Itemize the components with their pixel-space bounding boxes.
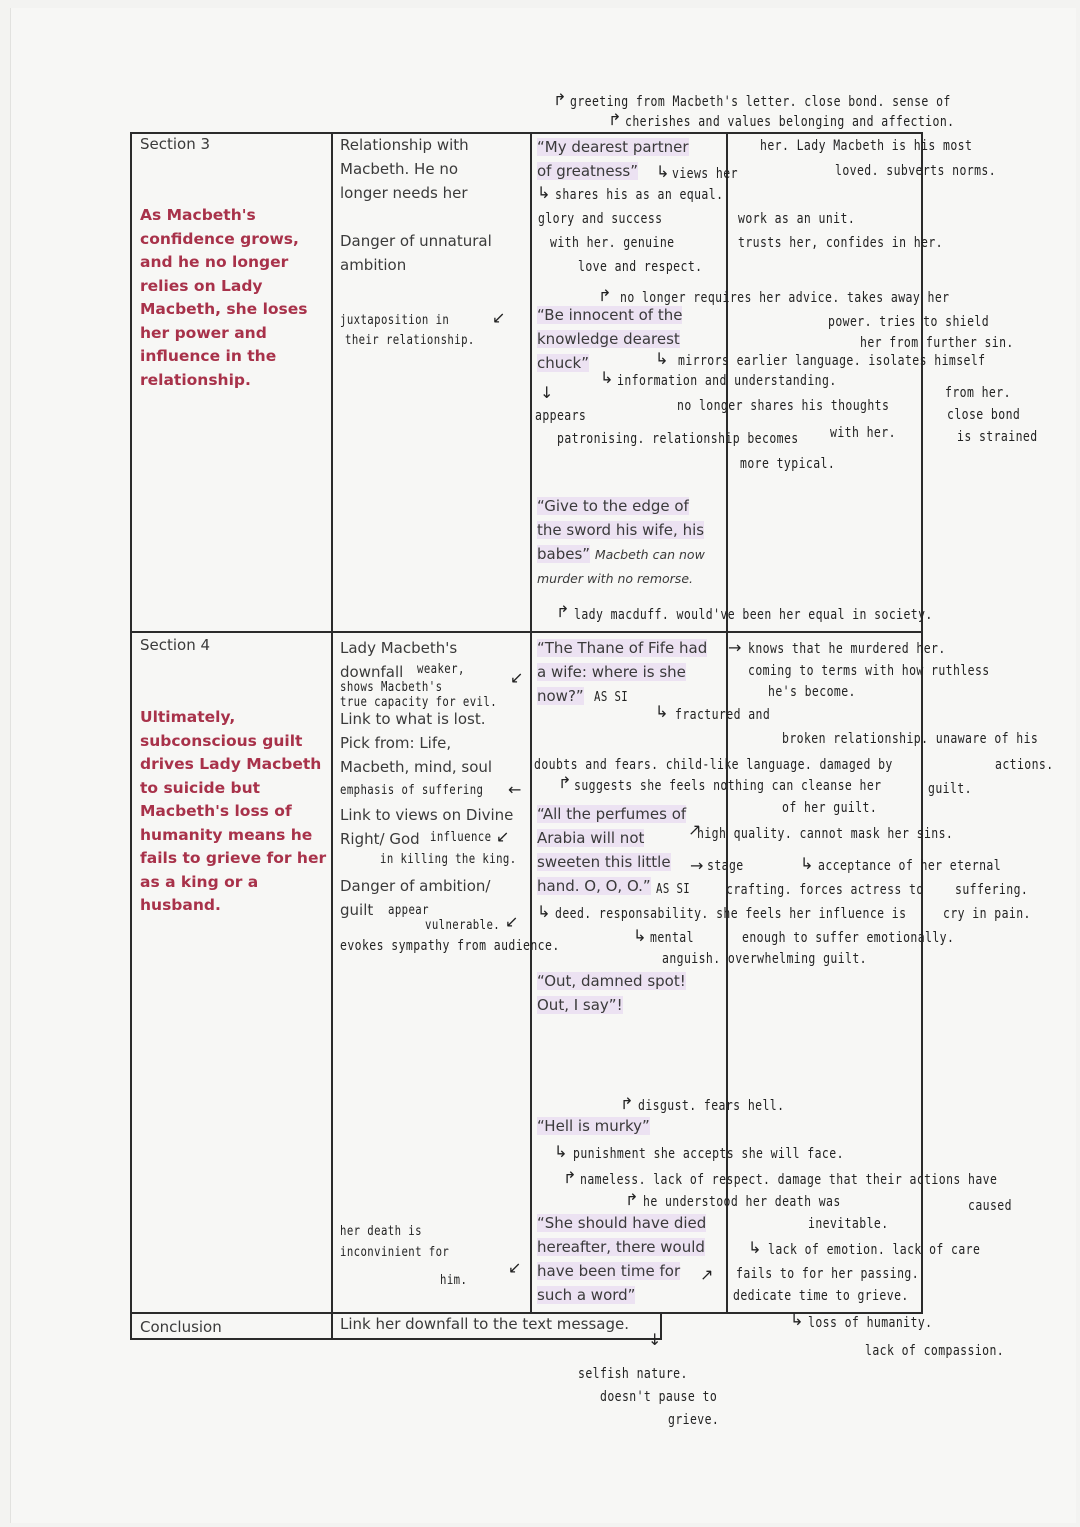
section-4-focus-5: Danger of ambition/ guilt <box>340 877 491 919</box>
arrow-icon: ↳ <box>537 183 551 202</box>
arrow-icon: ↱ <box>620 1094 634 1113</box>
arrow-icon: ↳ <box>600 368 614 387</box>
arrow-icon: ↱ <box>553 90 567 109</box>
quote-dearest-partner: “My dearest partner of greatness” <box>537 138 689 180</box>
arrow-icon: ↳ <box>633 926 647 945</box>
section-4-thesis: Ultimately, subconscious guilt drives Lady Macbeth to suicide but Macbeth's loss of humanity means he fails to grieve for her as a king or a husband. <box>140 708 327 914</box>
arrow-icon: ↳ <box>554 1142 568 1161</box>
arrow-icon: ↙ <box>508 1258 522 1277</box>
quote-hell-is-murky: “Hell is murky” <box>537 1117 650 1135</box>
arrow-icon: → <box>690 856 704 875</box>
arrow-icon: ↙ <box>496 827 510 846</box>
arrow-icon: → <box>728 638 742 657</box>
section-3-thesis: As Macbeth's confidence grows, and he no longer relies on Lady Macbeth, she loses her power and influence in the relationship. <box>140 206 308 389</box>
arrow-icon: ↙ <box>492 308 506 327</box>
arrow-icon: ↳ <box>748 1238 762 1257</box>
section-4-focus-1: Lady Macbeth's <box>340 639 458 657</box>
arrow-icon: ← <box>508 780 522 799</box>
arrow-icon: ↱ <box>625 1190 639 1209</box>
arrow-icon: ↙ <box>510 668 524 687</box>
arrow-icon: ↱ <box>608 110 622 129</box>
quote-edge-of-sword: “Give to the edge of the sword his wife, his babes” Macbeth can now murder with no remorse. <box>537 497 705 586</box>
section-4-label: Section 4 <box>140 636 211 654</box>
arrow-icon: ↳ <box>655 349 669 368</box>
arrow-icon: ↱ <box>556 602 570 621</box>
section-4-focus-3: Link to what is lost. Pick from: Life, Macbeth, mind, soul <box>340 710 493 776</box>
quote-out-damned-spot: “Out, damned spot! Out, I say”! <box>537 972 686 1014</box>
quote-thane-of-fife: “The Thane of Fife had a wife: where is she now?” <box>537 639 708 705</box>
quote-perfumes-of-arabia: “All the perfumes of Arabia will not sweeten this little hand. O, O, O.” <box>537 805 687 895</box>
conclusion-text: Link her downfall to the text message. <box>340 1315 629 1333</box>
arrow-icon: ↓ <box>648 1330 662 1349</box>
arrow-icon: ↗ <box>700 1265 714 1284</box>
section-4-focus-4: Link to views on Divine Right/ God <box>340 806 514 848</box>
arrow-icon: ↱ <box>558 773 572 792</box>
arrow-icon: ↳ <box>656 162 670 181</box>
quote-be-innocent: “Be innocent of the knowledge dearest chuck” <box>537 306 683 372</box>
arrow-icon: ↓ <box>540 383 554 402</box>
arrow-icon: ↳ <box>655 702 669 721</box>
arrow-icon: ↙ <box>505 912 519 931</box>
arrow-icon: ↳ <box>800 854 814 873</box>
section-3-focus: Relationship with Macbeth. He no longer needs her Danger of unnatural ambition <box>340 136 492 274</box>
section-4-focus-2: downfall <box>340 663 404 681</box>
arrow-icon: ↱ <box>563 1168 577 1187</box>
conclusion-label: Conclusion <box>140 1318 222 1336</box>
quote-should-have-died: “She should have died hereafter, there would have been time for such a word” <box>537 1214 707 1304</box>
arrow-icon: ↳ <box>537 902 551 921</box>
section-3-label: Section 3 <box>140 135 211 153</box>
arrow-icon: ↳ <box>790 1310 804 1329</box>
arrow-icon: ↗ <box>688 820 702 839</box>
arrow-icon: ↱ <box>598 286 612 305</box>
